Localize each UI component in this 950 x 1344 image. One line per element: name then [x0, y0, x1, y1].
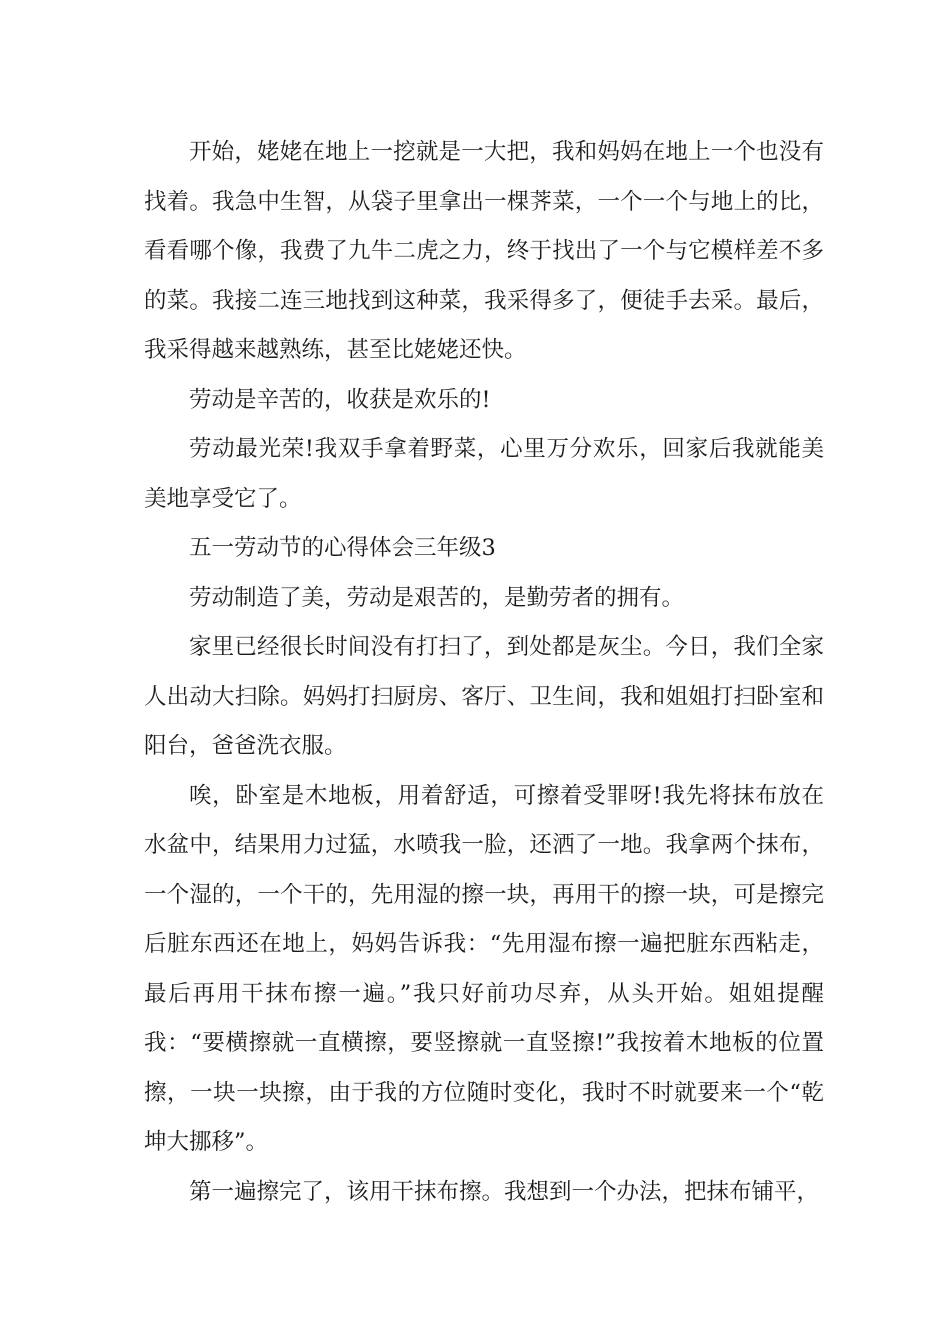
- paragraph-harvest: 开始，姥姥在地上一挖就是一大把，我和妈妈在地上一个也没有找着。我急中生智，从袋子里拿出一棵荠菜，一个一个与地上的比，看看哪个像，我费了九牛二虎之力，终于找出了一个与它模样差不多的菜。我接二连三地找到这种菜，我采得多了，便徒手去采。最后，我采得越来越熟练，甚至比姥姥还快。: [144, 139, 824, 363]
- section-heading: 五一劳动节的心得体会三年级3: [189, 535, 496, 561]
- paragraph-labor-glory: 劳动最光荣!我双手拿着野菜，心里万分欢乐，回家后我就能美美地享受它了。: [144, 436, 824, 512]
- paragraph-labor-beauty: 劳动制造了美，劳动是艰苦的，是勤劳者的拥有。: [189, 584, 685, 611]
- paragraph-labor-hard: 劳动是辛苦的，收获是欢乐的!: [189, 386, 491, 413]
- paragraph-second-pass: 第一遍擦完了，该用干抹布擦。我想到一个办法，把抹布铺平，: [189, 1178, 820, 1205]
- document-body: [144, 128, 824, 1217]
- paragraph-floor: 唉，卧室是木地板，用着舒适，可擦着受罪呀!我先将抹布放在水盆中，结果用力过猛，水喷我一脸，还洒了一地。我拿两个抹布，一个湿的，一个干的，先用湿的擦一块，再用干的擦一块，可是擦完后脏东西还在地上，妈妈告诉我：“先用湿布擦一遍把脏东西粘走，最后再用干抹布擦一遍。”我只好前功尽弃，从头开始。姐姐提醒我：“要横擦就一直横擦，要竖擦就一直竖擦!”我按着木地板的位置擦，一块一块擦，由于我的方位随时变化，我时不时就要来一个“乾坤大挪移”。: [144, 782, 824, 1155]
- paragraph-cleaning: 家里已经很长时间没有打扫了，到处都是灰尘。今日，我们全家人出动大扫除。妈妈打扫厨房、客厅、卫生间，我和姐姐打扫卧室和阳台，爸爸洗衣服。: [144, 634, 824, 759]
